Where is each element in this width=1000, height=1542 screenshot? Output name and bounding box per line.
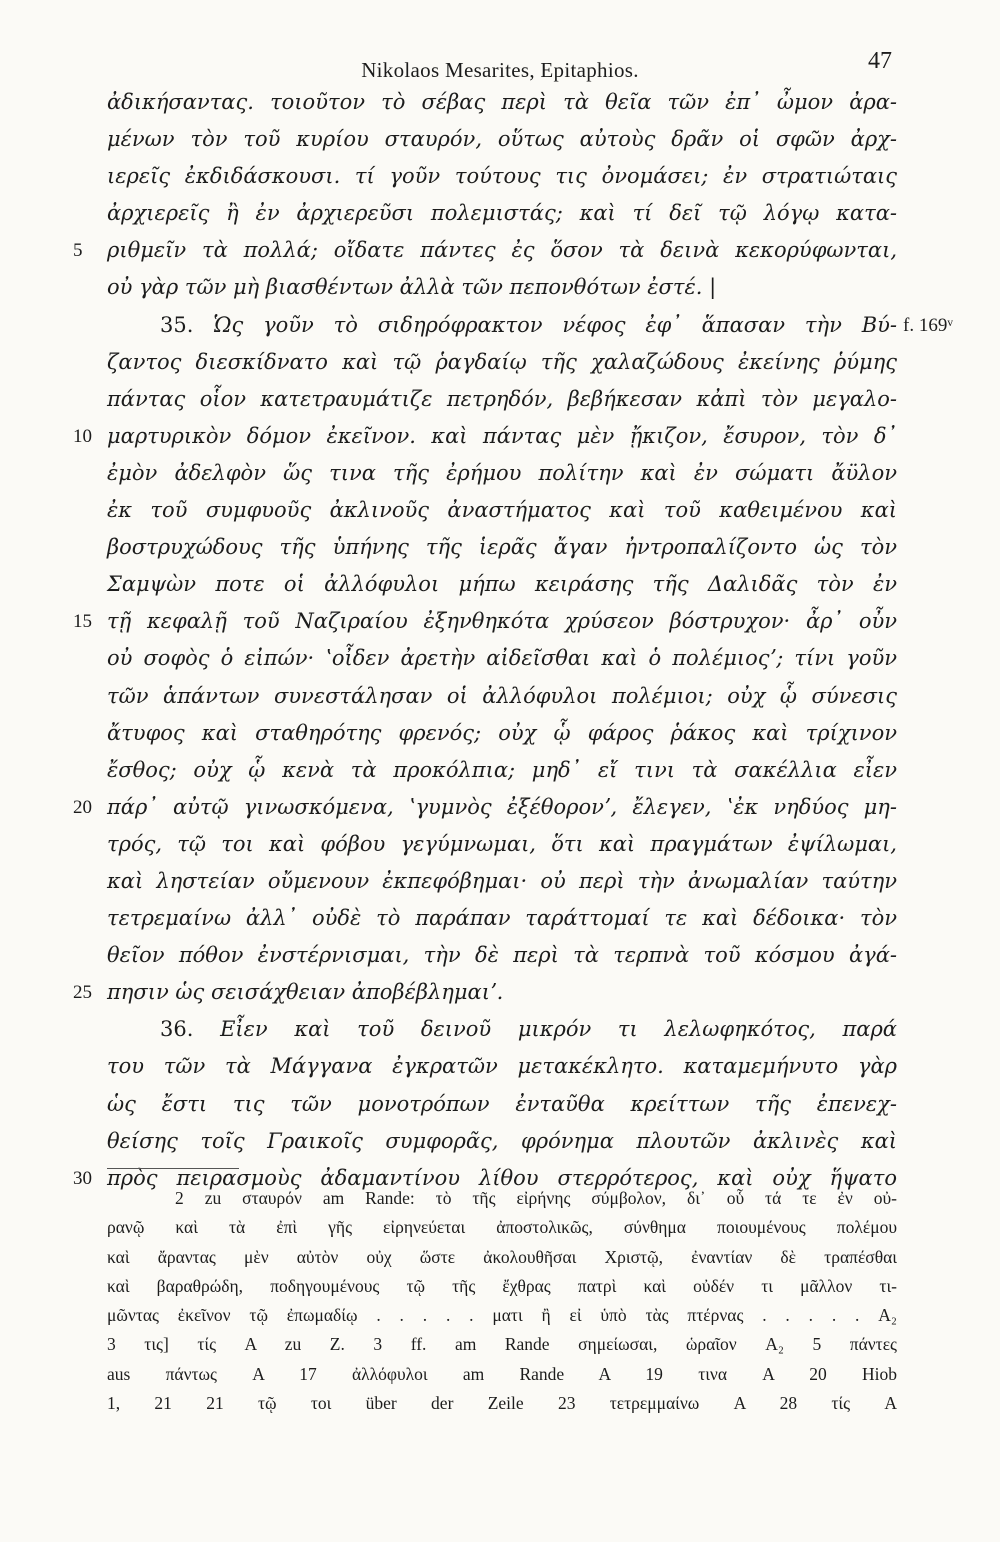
- apparatus-footnotes: [0, 1184, 1000, 1418]
- text-line: [0, 381, 1000, 418]
- footnote-line: [0, 1272, 1000, 1301]
- line-text: [107, 84, 897, 121]
- line-content: του τῶν τὰ Μάγγανα ἐγκρατῶν μετακέκλητο. καταμεμήνυτο γὰρ: [107, 1054, 897, 1079]
- line-content: ἐκ τοῦ συμφυοῦς ἀκλινοῦς ἀναστήματος καὶ τοῦ καθειμένου καὶ: [107, 498, 897, 523]
- line-content: μαρτυρικὸν δόμον ἐκεῖνον. καὶ πάντας μὲν ᾔκιζον, ἔσυρον, τὸν δ᾽: [107, 423, 897, 448]
- line-text: [107, 789, 897, 826]
- line-text: [160, 307, 897, 344]
- text-line: [0, 492, 1000, 529]
- text-line: [0, 269, 1000, 306]
- footnote-line: [0, 1243, 1000, 1272]
- footnote-line: [0, 1213, 1000, 1242]
- text-line: [0, 232, 1000, 269]
- line-content: ιερεῖς ἐκδιδάσκουσι. τί γοῦν τούτους τις ὀνομάσει; ἐν στρατιώταις: [107, 164, 897, 189]
- text-line: [0, 826, 1000, 863]
- line-content: τῶν ἁπάντων συνεστάλησαν οἱ ἀλλόφυλοι πολέμιοι; οὐχ ᾧ σύνεσις: [107, 683, 897, 708]
- footnote-line: [0, 1389, 1000, 1418]
- footnote-text: μῶντας ἐκεῖνον τῷ ἐπωμαδίῳ . . . . . ματι ἢ εἰ ὑπὸ τὰς πτέρνας . . . . . A₂: [107, 1305, 897, 1326]
- line-content: οὐ σοφὸς ὁ εἰπών· ʽοἶδεν ἀρετὴν αἰδεῖσθαι καὶ ὁ πολέμιοςʼ; τίνι γοῦν: [107, 646, 897, 671]
- footnote-line: [0, 1184, 1000, 1213]
- line-text: [107, 603, 897, 640]
- text-line: [0, 937, 1000, 974]
- text-line: [0, 158, 1000, 195]
- text-line: [0, 1086, 1000, 1123]
- line-content: ἀρχιερεῖς ἢ ἐν ἀρχιερεῦσι πολεμιστάς; καὶ τί δεῖ τῷ λόγῳ κατα-: [107, 201, 897, 226]
- line-content: τετρεμαίνω ἀλλ᾽ οὐδὲ τὸ παράπαν ταράττομαί τε καὶ δέδοικα· τὸν: [107, 906, 897, 931]
- line-text: [107, 418, 897, 455]
- line-text: [107, 937, 897, 974]
- line-content: βοστρυχώδους τῆς ὑπήνης τῆς ἱερᾶς ἄγαν ἠντροπαλίζοντο ὡς τὸν: [107, 535, 897, 560]
- section-number: 35.: [160, 312, 194, 337]
- line-text: [107, 974, 897, 1011]
- line-content: πησιν ὡς σεισάχθειαν ἀποβέβλημαιʼ.: [107, 980, 504, 1005]
- text-line: [0, 1011, 1000, 1048]
- text-line: [0, 789, 1000, 826]
- line-text: [107, 566, 897, 603]
- line-text: [107, 195, 897, 232]
- line-content: Ὡς γοῦν τὸ σιδηρόφρακτον νέφος ἐφ᾽ ἅπασαν τὴν Βύ-: [213, 312, 897, 337]
- footnote-rule: [107, 1168, 239, 1169]
- line-text: [107, 455, 897, 492]
- text-line: [0, 84, 1000, 121]
- line-content: θείσης τοῖς Γραικοῖς συμφορᾶς, φρόνημα πλουτῶν ἀκλινὲς καὶ: [107, 1128, 897, 1153]
- text-line: [0, 1048, 1000, 1085]
- line-text: [107, 752, 897, 789]
- line-content: μένων τὸν τοῦ κυρίου σταυρόν, οὕτως αὐτοὺς δρᾶν οἱ σφῶν ἀρχ-: [107, 127, 897, 152]
- line-number: 20: [73, 796, 92, 818]
- footnote-line: [0, 1330, 1000, 1359]
- text-line: [0, 678, 1000, 715]
- line-text: [107, 492, 897, 529]
- line-text: [107, 863, 897, 900]
- text-line: [0, 603, 1000, 640]
- line-content: ἄτυφος καὶ σταθηρότης φρενός; οὐχ ᾧ φάρος ῥάκος καὶ τρίχινον: [107, 720, 897, 745]
- line-content: θεῖον πόθον ἐνστέρνισμαι, τὴν δὲ περὶ τὰ τερπνὰ τοῦ κόσμου ἀγά-: [107, 943, 897, 968]
- line-text: [107, 232, 897, 269]
- footnote-text: aus πάντως A 17 ἀλλόφυλοι am Rande A 19 τινα A 20 Hiob: [107, 1363, 897, 1384]
- line-content: πάντας οἷον κατετραυμάτιζε πετρηδόν, βεβήκεσαν κἀπὶ τὸν μεγαλο-: [107, 386, 897, 411]
- text-line: [0, 121, 1000, 158]
- line-text: [107, 900, 897, 937]
- line-text: [160, 1011, 897, 1048]
- line-text: [107, 121, 897, 158]
- line-text: [107, 1086, 897, 1123]
- line-text: [107, 678, 897, 715]
- text-line: [0, 900, 1000, 937]
- text-line: [0, 863, 1000, 900]
- line-content: τῇ κεφαλῇ τοῦ Ναζιραίου ἐξηνθηκότα χρύσεον βόστρυχον· ἆρ᾽ οὖν: [107, 609, 897, 634]
- footnote-text: καὶ ἄραντας μὲν αὐτὸν οὐχ ὥστε ἀκολουθῆσαι Χριστῷ, ἐναντίαν δὲ τραπέσθαι: [107, 1246, 897, 1267]
- text-line: [0, 455, 1000, 492]
- line-text: [107, 1048, 897, 1085]
- line-text: [107, 158, 897, 195]
- text-line: [0, 344, 1000, 381]
- footnote-text: ρανῷ καὶ τὰ ἐπὶ γῆς εἰρηνεύεται ἀποστολικῶς, σύνθημα ποιουμένους πολέμου: [107, 1217, 897, 1238]
- footnote-line: [0, 1360, 1000, 1389]
- line-number: 10: [73, 425, 92, 447]
- page-number: 47: [868, 48, 892, 74]
- text-line: [0, 974, 1000, 1011]
- line-content: οὐ γὰρ τῶν μὴ βιασθέντων ἀλλὰ τῶν πεπονθότων ἐστέ. |: [107, 275, 717, 300]
- text-line: [0, 752, 1000, 789]
- footnote-text: 1, 21 21 τῷ τοι über der Zeile 23 τετρεμμαίνω A 28 τίς A: [107, 1393, 897, 1414]
- line-number: 15: [73, 611, 92, 633]
- line-text: [107, 269, 897, 306]
- folio-marker: f. 169ᵛ: [903, 314, 953, 336]
- line-content: ὡς ἔστι τις τῶν μονοτρόπων ἐνταῦθα κρείττων τῆς ἐπενεχ-: [107, 1091, 897, 1116]
- line-content: Σαμψὼν ποτε οἱ ἀλλόφυλοι μήπω κειράσης τῆς Δαλιδᾶς τὸν ἐν: [107, 572, 897, 597]
- line-text: [107, 1123, 897, 1160]
- line-content: ἀδικήσαντας. τοιοῦτον τὸ σέβας περὶ τὰ θεῖα τῶν ἐπ᾽ ὦμον ἀρα-: [107, 90, 897, 114]
- footnote-line: [0, 1301, 1000, 1330]
- text-line: [0, 195, 1000, 232]
- line-content: ἐμὸν ἀδελφὸν ὥς τινα τῆς ἐρήμου πολίτην καὶ ἐν σώματι ἄϋλον: [107, 460, 897, 485]
- line-content: ριθμεῖν τὰ πολλά; οἴδατε πάντες ἐς ὅσον τὰ δεινὰ κεκορύφωνται,: [107, 238, 897, 263]
- line-number: 30: [73, 1167, 92, 1189]
- running-head: Nikolaos Mesarites, Epitaphios.: [361, 58, 639, 82]
- line-content: ἔσθος; οὐχ ᾧ κενὰ τὰ προκόλπια; μηδ᾽ εἴ τινι τὰ σακέλλια εἶεν: [107, 757, 897, 782]
- line-text: [107, 381, 897, 418]
- line-content: τρός, τῷ τοι καὶ φόβου γεγύμνωμαι, ὅτι καὶ πραγμάτων ἐψίλωμαι,: [107, 831, 897, 856]
- line-text: [107, 826, 897, 863]
- line-content: Εἶεν καὶ τοῦ δεινοῦ μικρόν τι λελωφηκότος, παρά: [220, 1017, 897, 1042]
- text-line: [0, 1123, 1000, 1160]
- main-text: [0, 84, 1000, 1197]
- line-number: 5: [73, 240, 83, 262]
- line-text: [107, 344, 897, 381]
- footnote-text: 2 zu σταυρόν am Rande: τὸ τῆς εἰρήνης σύμβολον, δι᾽ οὗ τά τε ἐν οὐ-: [175, 1188, 897, 1208]
- line-content: πάρ᾽ αὐτῷ γινωσκόμενα, ʽγυμνὸς ἐξέθορονʼ, ἔλεγεν, ʽἐκ νηδύος μη-: [107, 794, 897, 819]
- line-number: 25: [73, 982, 92, 1004]
- footnote-text: 3 τις] τίς A zu Z. 3 ff. am Rande σημείωσαι, ὡραῖον A₂ 5 πάντες: [107, 1334, 897, 1355]
- line-content: καὶ ληστείαν οὔμενουν ἐκπεφόβημαι· οὐ περὶ τὴν ἀνωμαλίαν ταύτην: [107, 868, 897, 893]
- line-text: [107, 715, 897, 752]
- footnote-text: καὶ βαραθρώδη, ποδηγουμένους τῷ τῆς ἔχθρας πατρὶ καὶ οὐδέν τι μᾶλλον τι-: [107, 1275, 897, 1296]
- text-line: [0, 418, 1000, 455]
- text-line: [0, 715, 1000, 752]
- line-content: ζαντος διεσκίδνατο καὶ τῷ ῥαγδαίῳ τῆς χαλαζώδους ἐκείνης ῥύμης: [107, 349, 897, 374]
- section-number: 36.: [160, 1017, 194, 1042]
- text-line: [0, 529, 1000, 566]
- line-content: πρὸς πειρασμοὺς ἀδαμαντίνου λίθου στερρότερος, καὶ οὐχ ἥψατο: [107, 1165, 897, 1190]
- line-text: [107, 640, 897, 677]
- text-line: [0, 640, 1000, 677]
- text-line: [0, 307, 1000, 344]
- line-text: [107, 529, 897, 566]
- text-line: [0, 566, 1000, 603]
